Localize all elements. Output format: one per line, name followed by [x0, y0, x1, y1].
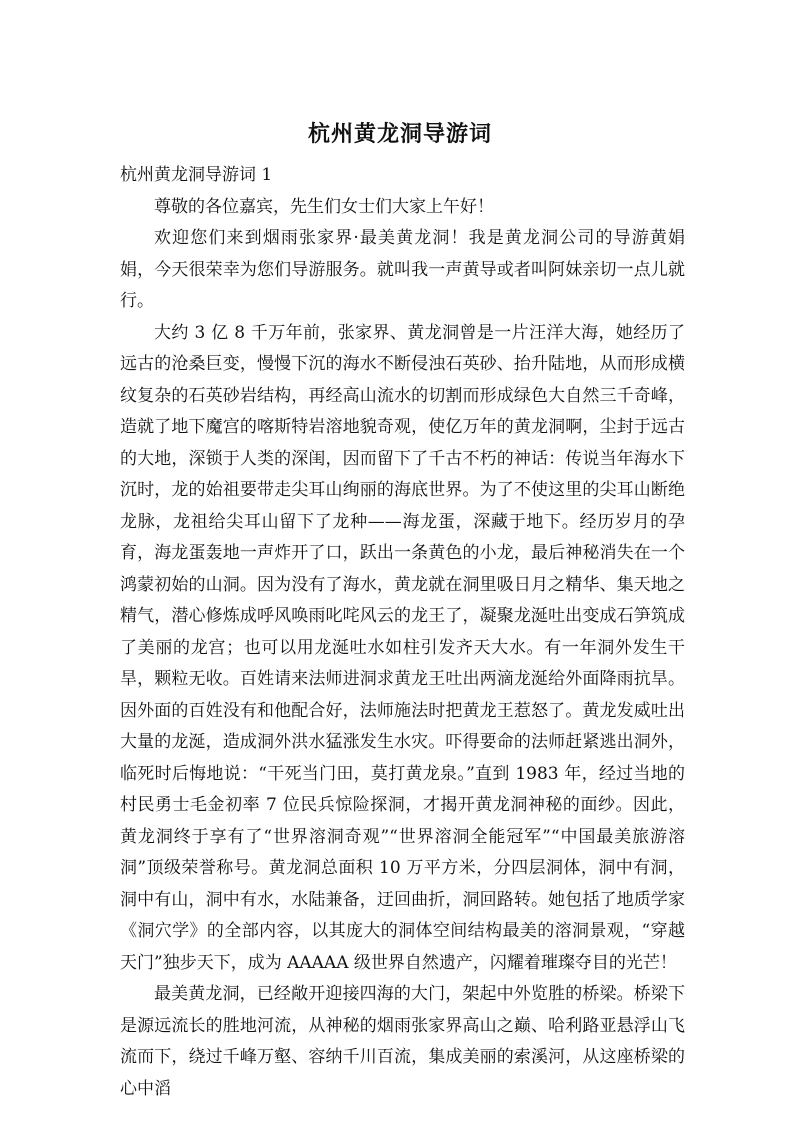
document-title: 杭州黄龙洞导游词	[307, 122, 492, 147]
section-heading: 杭州黄龙洞导游词 1	[120, 165, 273, 185]
document-body	[120, 160, 685, 1105]
paragraph-greeting: 尊敬的各位嘉宾，先生们女士们大家上午好！	[154, 196, 494, 217]
paragraph-history: 大约 3 亿 8 千万年前，张家界、黄龙洞曾是一片汪洋大海，她经历了远古的沧桑巨变，慢慢下沉的海水不断侵浊石英砂、抬升陆地，从而形成横纹复杂的石英砂岩结构，再经高山流水的切割而形成绿色大自然三千奇峰，造就了地下魔宫的喀斯特岩溶地貌奇观，使亿万年的黄龙洞啊，尘封于远古的大地，深锁于人类的深闺，因而留下了千古不朽的神话：传说当年海水下沉时，龙的始祖要带走尖耳山绚丽的海底世界。为了不使这里的尖耳山断绝龙脉，龙祖给尖耳山留下了龙种——海龙蛋，深藏于地下。经历岁月的孕育，海龙蛋轰地一声炸开了口，跃出一条黄色的小龙，最后神秘消失在一个鸿蒙初始的山洞。因为没有了海水，黄龙就在洞里吸日月之精华、集天地之精气，潜心修炼成呼风唤雨叱咤风云的龙王了，凝聚龙涎吐出变成石笋筑成了美丽的龙宫；也可以用龙涎吐水如柱引发齐天大水。有一年洞外发生干旱，颗粒无收。百姓请来法师进洞求黄龙王吐出两滴龙涎给外面降雨抗旱。因外面的百姓没有和他配合好，法师施法时把黄龙王惹怒了。黄龙发威吐出大量的龙涎，造成洞外洪水猛涨发生水灾。吓得要命的法师赶紧逃出洞外，临死时后悔地说：“干死当门田，莫打黄龙泉。”直到 1983 年，经过当地的村民勇士毛金初率 7 位民兵惊险探洞，才揭开黄龙洞神秘的面纱。因此，黄龙洞终于享有了“世界溶洞奇观”“世界溶洞全能冠军”“中国最美旅游溶洞”顶级荣誉称号。黄龙洞总面积 10 万平方米，分四层洞体，洞中有洞，洞中有山，洞中有水，水陆兼备，迂回曲折，洞回路转。她包括了地质学家《洞穴学》的全部内容，以其庞大的洞体空间结构最美的溶洞景观，“穿越天门”独步天下，成为 AAAAA 级世界自然遗产，闪耀着璀璨夺目的光芒！	[120, 322, 685, 973]
paragraph-welcome: 欢迎您们来到烟雨张家界·最美黄龙洞！我是黄龙洞公司的导游黄娟娟，今天很荣幸为您们导游服务。就叫我一声黄导或者叫阿妹亲切一点儿就行。	[120, 228, 685, 311]
paragraph-bridge: 最美黄龙洞，已经敞开迎接四海的大门，架起中外览胜的桥梁。桥梁下是源远流长的胜地河流，从神秘的烟雨张家界高山之巅、哈利路亚悬浮山飞流而下，绕过千峰万壑、容纳千川百流，集成美丽的索溪河，从这座桥梁的心中滔	[120, 984, 685, 1099]
